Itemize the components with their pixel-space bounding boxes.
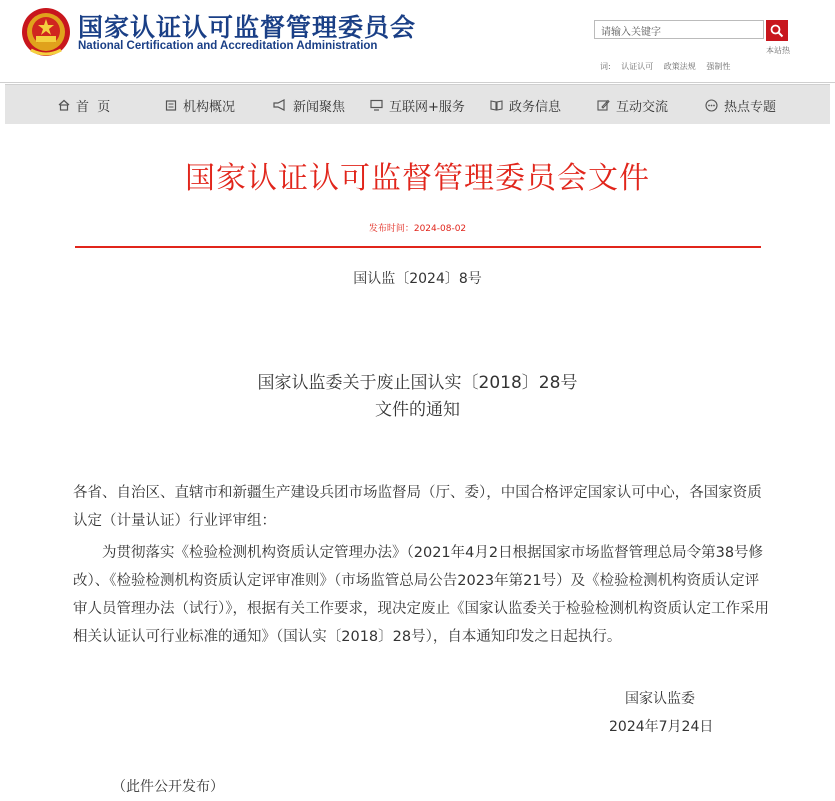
edit-icon <box>597 99 610 111</box>
monitor-icon <box>370 99 383 111</box>
publication-note: （此件公开发布） <box>112 779 224 795</box>
nav-label: 机构概况 <box>183 99 236 115</box>
hot-keywords <box>600 61 738 72</box>
site-title-english[interactable]: National Certification and Accreditation Administration <box>78 40 378 52</box>
search-input[interactable]: 请输入关键字 <box>594 20 764 39</box>
keyword-link[interactable]: 政策法规 <box>663 62 696 71</box>
nav-item-internet-services[interactable] <box>370 96 465 114</box>
nav-label: 互联网+服务 <box>389 99 465 115</box>
nav-item-government-info[interactable] <box>490 96 561 114</box>
publish-date-value: 2024-08-02 <box>413 224 467 234</box>
subject-line: 国家认监委关于废止国认实〔2018〕28号 <box>257 373 578 393</box>
nav-label: 热点专题 <box>724 99 777 115</box>
nav-label: 互动交流 <box>616 99 669 115</box>
nav-label: 首 页 <box>76 99 111 115</box>
main-nav <box>5 84 830 124</box>
keyword-link[interactable]: 认证认可 <box>621 62 654 71</box>
hot-search-label: 本站热 <box>766 46 790 55</box>
document-number: 国认监〔2024〕8号 <box>353 271 482 287</box>
document-title: 国家认证认可监督管理委员会文件 <box>185 161 650 196</box>
megaphone-icon <box>273 99 287 111</box>
nav-item-about[interactable] <box>165 96 235 114</box>
nav-item-home[interactable] <box>58 96 110 114</box>
nav-label: 政务信息 <box>509 99 562 115</box>
header-divider <box>0 82 835 83</box>
national-emblem-icon[interactable] <box>21 6 71 58</box>
subject-line: 文件的通知 <box>375 400 460 420</box>
nav-item-hot-topics[interactable] <box>705 96 776 114</box>
book-icon <box>490 99 503 111</box>
keywords-label: 词: <box>600 62 611 71</box>
search-icon <box>770 24 784 38</box>
building-icon <box>165 99 177 111</box>
site-header <box>0 0 835 84</box>
addressee-text: 各省、自治区、直辖市和新疆生产建设兵团市场监督局（厅、委），中国合格评定国家认可中心，各国家资质认定（计量认证）行业评审组： <box>73 485 762 529</box>
keyword-link[interactable]: 强制性 <box>706 62 731 71</box>
nav-label: 新闻聚焦 <box>293 99 346 115</box>
red-divider <box>75 246 761 248</box>
publish-date <box>0 221 835 234</box>
nav-item-interaction[interactable] <box>597 96 668 114</box>
home-icon <box>58 99 70 111</box>
body-paragraph <box>73 539 773 651</box>
signature-date: 2024年7月24日 <box>609 719 714 735</box>
nav-item-news[interactable] <box>273 96 345 114</box>
signature-organization: 国家认监委 <box>625 691 695 707</box>
dots-circle-icon <box>705 99 718 112</box>
publish-date-label: 发布时间： <box>368 224 414 234</box>
addressee <box>73 479 773 535</box>
document-subject <box>0 370 835 424</box>
site-title[interactable]: 国家认证认可监督管理委员会 <box>78 13 417 42</box>
body-text: 为贯彻落实《检验检测机构资质认定管理办法》（2021年4月2日根据国家市场监督管理总局令第38号修改）、《检验检测机构资质认定评审准则》（市场监管总局公告2023年第21号）及《检验检测机构资质认定评审人员管理办法（试行）》，根据有关工作要求，现决定废止《国家认监委关于检验检测机构资质认定工作采用相关认证认可行业标准的通知》（国认实〔2018〕28号），自本通知印发之日起执行。 <box>73 545 769 645</box>
search-button[interactable] <box>766 20 788 41</box>
